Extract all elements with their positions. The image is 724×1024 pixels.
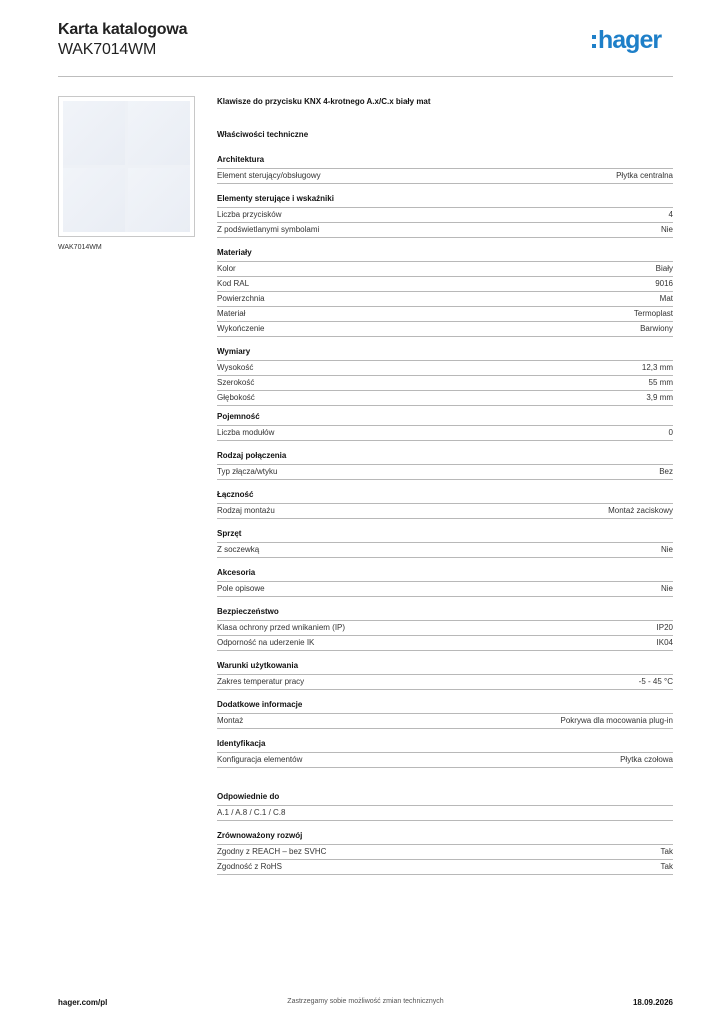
- property-row: [217, 207, 673, 222]
- property-row: [217, 620, 673, 635]
- property-section: [217, 247, 673, 337]
- section-rows: [217, 464, 673, 480]
- header-divider: [58, 76, 673, 77]
- property-value: -5 - 45 °C: [638, 677, 673, 686]
- property-label: Powierzchnia: [217, 294, 265, 303]
- property-label: Odporność na uderzenie IK: [217, 638, 315, 647]
- document-header: [58, 20, 187, 59]
- document-title: Karta katalogowa: [58, 21, 188, 38]
- property-section: [217, 489, 673, 519]
- property-section: [217, 699, 673, 729]
- section-rows: [217, 713, 673, 729]
- section-rows: [217, 207, 673, 238]
- property-value: Bez: [659, 467, 673, 476]
- property-row: [217, 222, 673, 238]
- property-value: IK04: [656, 638, 673, 647]
- hager-logo: [592, 26, 661, 54]
- section-title: Warunki użytkowania: [217, 661, 299, 670]
- property-row: [217, 276, 673, 291]
- property-section: [217, 738, 673, 768]
- section-rows: [217, 674, 673, 690]
- property-label: Liczba modułów: [217, 428, 275, 437]
- property-value: Biały: [655, 264, 673, 273]
- property-label: Głębokość: [217, 393, 255, 402]
- property-value: Płytka czołowa: [620, 755, 673, 764]
- property-row: [217, 168, 673, 184]
- property-label: Wykończenie: [217, 324, 265, 333]
- product-image: [63, 101, 190, 232]
- section-title: Odpowiednie do: [217, 792, 280, 801]
- property-label: Zgodny z REACH – bez SVHC: [217, 847, 327, 856]
- property-label: Materiał: [217, 309, 246, 318]
- property-label: Kolor: [217, 264, 236, 273]
- property-label: Z soczewką: [217, 545, 260, 554]
- section-title: Łączność: [217, 490, 254, 499]
- key-rocker-top-right: [128, 101, 190, 165]
- section-rows: [217, 168, 673, 184]
- property-section: [217, 791, 673, 821]
- property-row: [217, 375, 673, 390]
- property-section: [217, 567, 673, 597]
- property-label: Montaż: [217, 716, 244, 725]
- logo-colon-mark: [592, 35, 596, 50]
- section-title: Architektura: [217, 155, 265, 164]
- property-value: Tak: [660, 862, 673, 871]
- property-value: 12,3 mm: [641, 363, 673, 372]
- section-title: Bezpieczeństwo: [217, 607, 279, 616]
- product-image-frame: [58, 96, 195, 237]
- key-rocker-top-left: [63, 101, 125, 165]
- section-title: Sprzęt: [217, 529, 242, 538]
- image-caption: WAK7014WM: [58, 244, 102, 251]
- section-rows: [217, 360, 673, 406]
- property-row: [217, 503, 673, 519]
- property-label: A.1 / A.8 / C.1 / C.8: [217, 808, 286, 817]
- property-row: [217, 752, 673, 768]
- property-label: Zakres temperatur pracy: [217, 677, 305, 686]
- product-details: [217, 96, 673, 871]
- property-row: [217, 321, 673, 337]
- property-section: [217, 346, 673, 406]
- property-value: Tak: [660, 847, 673, 856]
- property-section: [217, 154, 673, 184]
- section-title: Materiały: [217, 248, 252, 257]
- property-row: [217, 581, 673, 597]
- property-label: Rodzaj montażu: [217, 506, 275, 515]
- section-rows: [217, 844, 673, 875]
- product-code: WAK7014WM: [58, 41, 157, 58]
- property-section: [217, 660, 673, 690]
- property-row: [217, 635, 673, 651]
- properties-heading: Właściwości techniczne: [217, 130, 309, 139]
- property-value: IP20: [656, 623, 673, 632]
- property-label: Pole opisowe: [217, 584, 265, 593]
- footer-notice: Zastrzegamy sobie możliwość zmian technicznych: [287, 998, 444, 1005]
- property-row: [217, 805, 673, 821]
- property-row: [217, 261, 673, 276]
- property-value: Mat: [659, 294, 673, 303]
- section-title: Zrównoważony rozwój: [217, 831, 303, 840]
- property-row: [217, 360, 673, 375]
- property-label: Szerokość: [217, 378, 255, 387]
- property-value: Termoplast: [633, 309, 673, 318]
- section-title: Wymiary: [217, 347, 251, 356]
- section-title: Identyfikacja: [217, 739, 266, 748]
- property-row: [217, 713, 673, 729]
- property-value: Barwiony: [640, 324, 673, 333]
- property-label: Kod RAL: [217, 279, 250, 288]
- product-description: Klawisze do przycisku KNX 4-krotnego A.x/C.x biały mat: [217, 97, 431, 106]
- section-title: Elementy sterujące i wskaźniki: [217, 194, 334, 203]
- property-section: [217, 528, 673, 558]
- section-rows: [217, 620, 673, 651]
- property-section: [217, 193, 673, 238]
- section-title: Dodatkowe informacje: [217, 700, 303, 709]
- property-value: Płytka centralna: [616, 171, 673, 180]
- property-section: [217, 830, 673, 875]
- section-rows: [217, 503, 673, 519]
- property-row: [217, 844, 673, 859]
- property-value: Pokrywa dla mocowania plug-in: [560, 716, 673, 725]
- property-row: [217, 390, 673, 406]
- property-value: 3,9 mm: [646, 393, 673, 402]
- section-rows: [217, 542, 673, 558]
- footer-date: 18.09.2026: [632, 998, 673, 1007]
- section-rows: [217, 425, 673, 441]
- property-label: Z podświetlanymi symbolami: [217, 225, 320, 234]
- property-label: Klasa ochrony przed wnikaniem (IP): [217, 623, 346, 632]
- section-rows: [217, 581, 673, 597]
- property-section: [217, 411, 673, 441]
- property-value: 0: [668, 428, 673, 437]
- property-section: [217, 450, 673, 480]
- section-rows: [217, 752, 673, 768]
- property-label: Wysokość: [217, 363, 254, 372]
- property-row: [217, 674, 673, 690]
- logo-text: hager: [598, 26, 662, 54]
- property-row: [217, 859, 673, 875]
- section-title: Akcesoria: [217, 568, 256, 577]
- property-value: 9016: [655, 279, 673, 288]
- property-row: [217, 542, 673, 558]
- section-rows: [217, 261, 673, 337]
- section-rows: [217, 805, 673, 821]
- property-label: Liczba przycisków: [217, 210, 282, 219]
- key-rocker-bottom-right: [128, 168, 190, 232]
- property-value: Nie: [660, 225, 673, 234]
- property-value: 4: [668, 210, 673, 219]
- property-label: Typ złącza/wtyku: [217, 467, 278, 476]
- footer-website: hager.com/pl: [58, 998, 108, 1007]
- property-value: 55 mm: [648, 378, 673, 387]
- property-row: [217, 425, 673, 441]
- section-title: Pojemność: [217, 412, 260, 421]
- property-row: [217, 291, 673, 306]
- property-label: Konfiguracja elementów: [217, 755, 303, 764]
- property-label: Zgodność z RoHS: [217, 862, 282, 871]
- key-rocker-bottom-left: [63, 168, 125, 232]
- property-row: [217, 306, 673, 321]
- property-section: [217, 606, 673, 651]
- property-value: Nie: [660, 584, 673, 593]
- property-row: [217, 464, 673, 480]
- section-title: Rodzaj połączenia: [217, 451, 287, 460]
- property-value: Montaż zaciskowy: [608, 506, 673, 515]
- property-label: Element sterujący/obsługowy: [217, 171, 321, 180]
- property-value: Nie: [660, 545, 673, 554]
